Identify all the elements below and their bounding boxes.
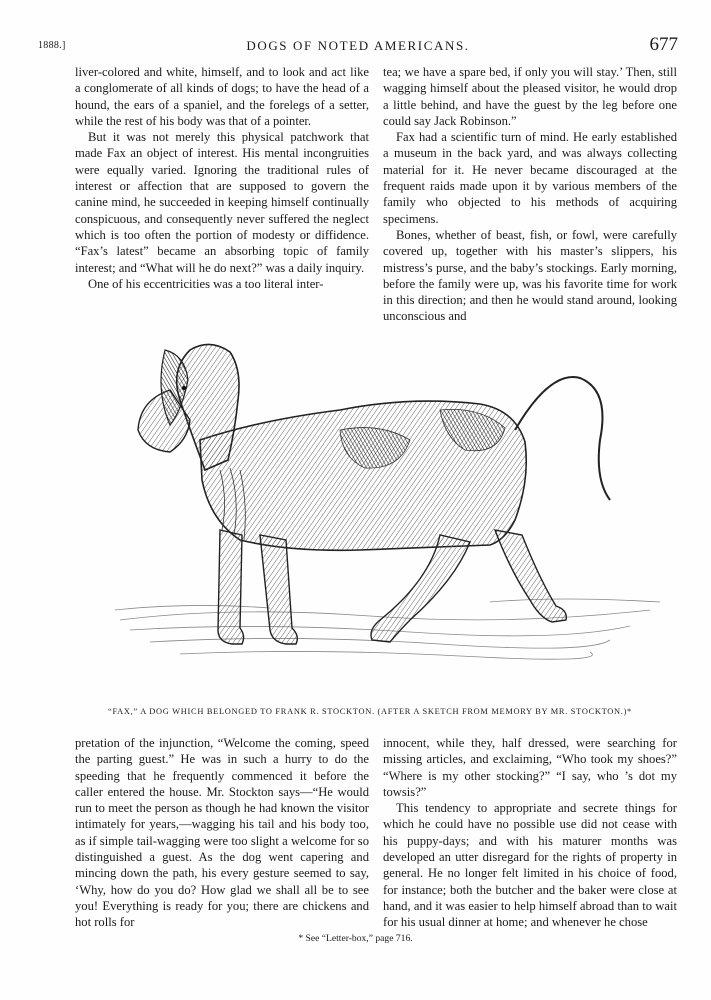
- bottom-right-column: [383, 735, 677, 931]
- dog-sketch-image: [110, 330, 670, 692]
- paragraph: This tendency to appropriate and secrete things for which he could have no possible use did not cease with his puppy-days; and with his maturer months was developed an utter disregard for the rights of property in general. He no longer felt limited in his choice of food, for instance; both the butcher and the baker were close at hand, and it was easier to help himself abroad than to wait for his usual dinner at home; and whenever he chose: [383, 801, 677, 930]
- top-right-column: [383, 64, 677, 325]
- paragraph: innocent, while they, half dressed, were searching for missing articles, and exclaiming, “Who took my shoes?” “Where is my other stocking?” “I say, who ’s dot my towsis?”: [383, 736, 677, 799]
- paragraph: But it was not merely this physical patchwork that made Fax an object of interest. His mental incongruities were equally varied. Ignoring the traditional rules of interest or affection that are supposed to govern the canine mind, he succeeded in keeping himself continually conspicuous, and consequently never suffered the neglect which is too often the portion of modesty or diffidence. “Fax’s latest” became an absorbing topic of family interest; and “What will he do next?” was a daily inquiry.: [75, 130, 369, 275]
- footnote: * See “Letter-box,” page 716.: [298, 933, 413, 944]
- paragraph: Fax had a scientific turn of mind. He early established a museum in the back yard, and was always collecting material for it. He never became discouraged at the frequent raids made upon it by various members of the family who objected to his methods of acquiring specimens.: [383, 130, 677, 226]
- page-number: 677: [649, 34, 678, 55]
- paragraph: liver-colored and white, himself, and to look and act like a conglomerate of all kinds of dogs; to have the head of a hound, the ears of a spaniel, and the forelegs of a setter, while the rest of his body was that of a pointer.: [75, 65, 369, 128]
- header-date: 1888.]: [38, 40, 66, 51]
- top-left-column: [75, 64, 369, 292]
- bottom-left-column: [75, 735, 369, 931]
- running-header: [38, 36, 678, 58]
- paragraph: pretation of the injunction, “Welcome the coming, speed the parting guest.” He was in such a hurry to do the speeding that he frequently commenced it before the caller entered the house. Mr. Stockton says—“He would run to meet the person as though he had known the visitor intimately for years,—wagging his tail and his body too, as if simple tail-wagging were too slight a welcome for so distinguished a guest. As the dog went capering and mincing down the path, his every gesture seemed to say, ‘Why, how do you do? How glad we shall all be to see you! Everything is ready for you; there are chickens and hot rolls for: [75, 736, 369, 930]
- paragraph: tea; we have a spare bed, if only you will stay.’ Then, still wagging himself about the pleased visitor, he would drop a little behind, and have the guest by the leg before one could say Jack Robinson.”: [383, 65, 677, 128]
- paragraph: One of his eccentricities was a too literal inter-: [88, 276, 324, 291]
- paragraph: Bones, whether of beast, fish, or fowl, were carefully covered up, together with his master’s slippers, his mistress’s purse, and the baby’s stockings. Early morning, before the family were up, was his favorite time for work in this direction; and then he would stand around, looking unconscious and: [383, 227, 677, 324]
- header-title: DOGS OF NOTED AMERICANS.: [246, 38, 470, 53]
- dog-illustration: [110, 330, 670, 692]
- figure-caption: “FAX,” A DOG WHICH BELONGED TO FRANK R. STOCKTON. (AFTER A SKETCH FROM MEMORY BY MR. STOCKTON.)*: [108, 707, 632, 716]
